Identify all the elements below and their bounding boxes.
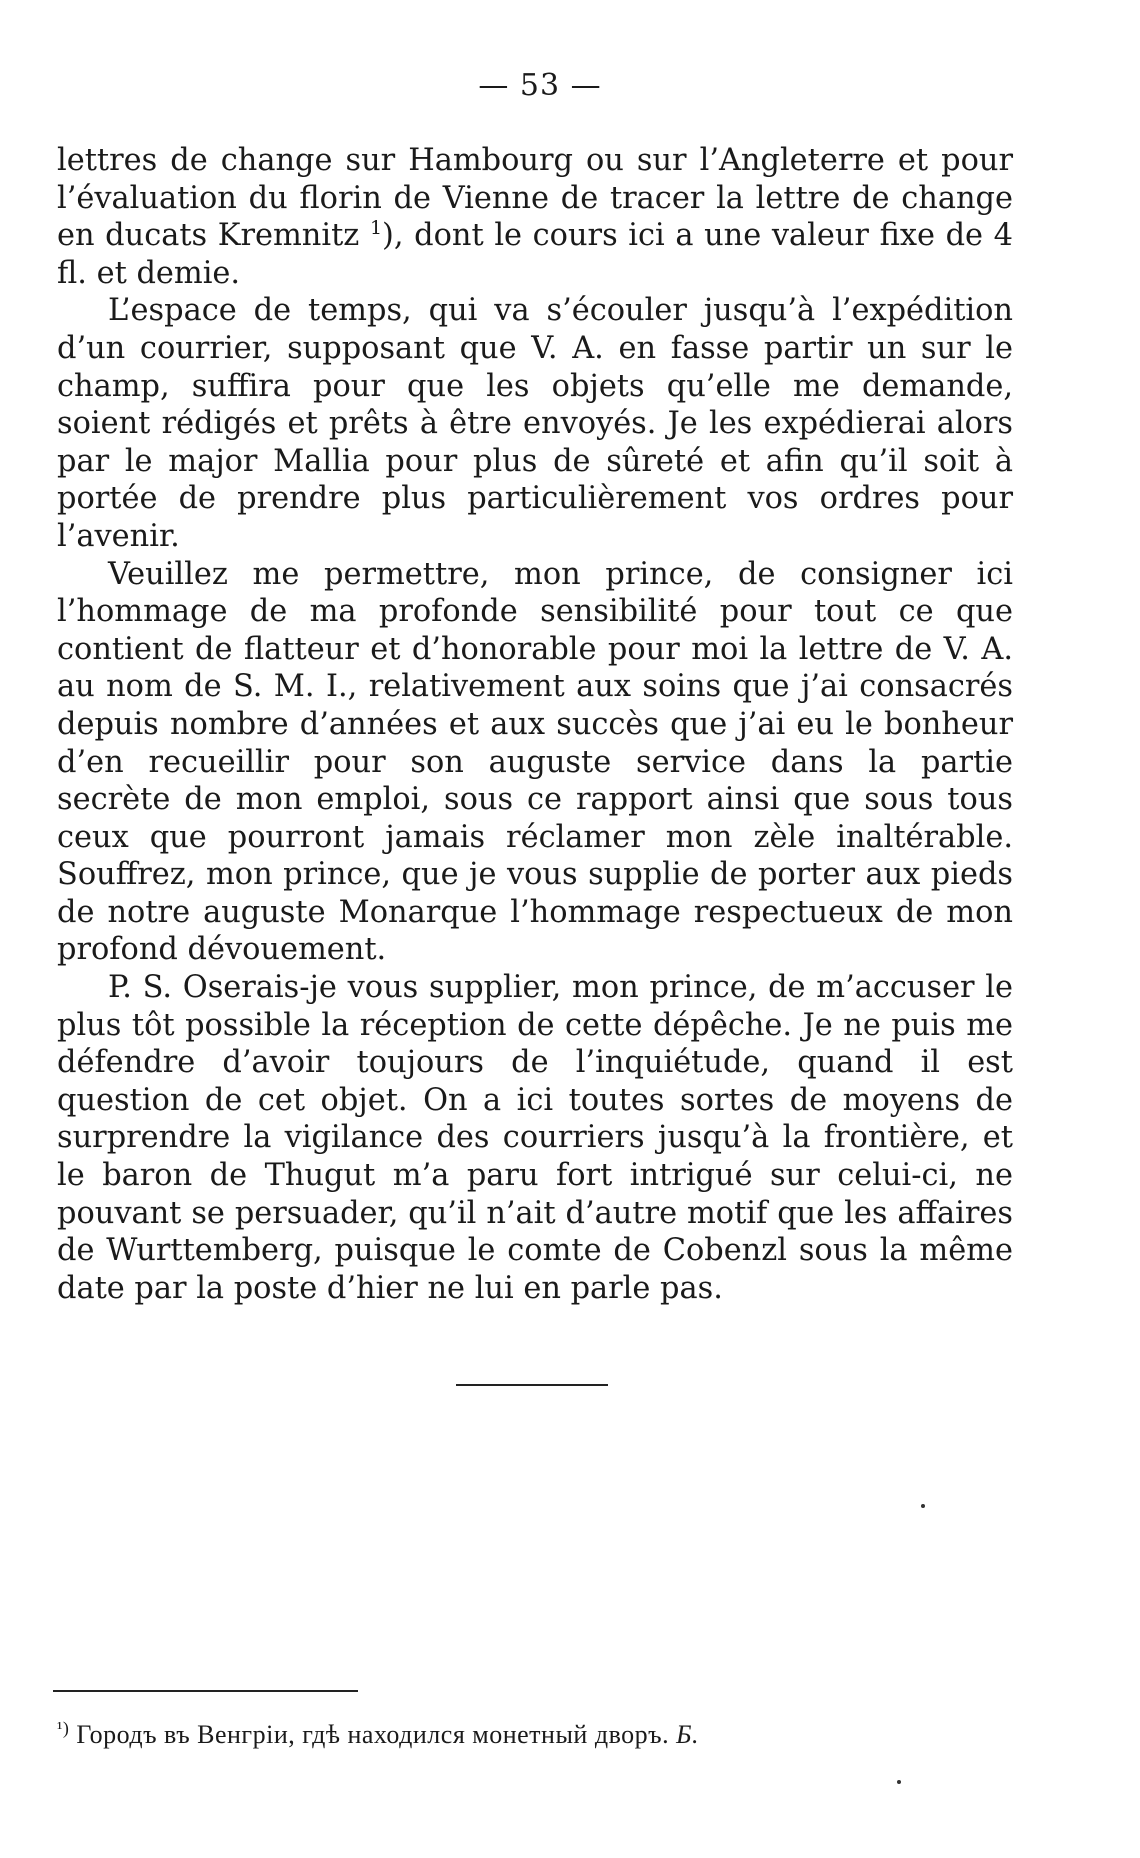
paragraph-1-continuation: ), dont le cours ici a une valeur fixe de 4 fl. et demie. xyxy=(57,218,1013,291)
paragraph-1-text: lettres de change sur Hambourg ou sur l’Angleterre et pour l’évaluation du florin de Vienne de tracer la lettre de change en ducats Kremnitz xyxy=(57,143,1013,254)
footnote-reference: 1 xyxy=(369,217,383,240)
body-text xyxy=(57,142,1013,1307)
page-number: — 53 — xyxy=(478,68,602,103)
print-speck xyxy=(921,1504,925,1508)
footnote-divider xyxy=(53,1690,358,1692)
print-speck xyxy=(897,1780,901,1784)
paragraph-postscript: P. S. Oserais-je vous supplier, mon prince, de m’accuser le plus tôt possible la réception de cette dépêche. Je ne puis me défendre d’avoir toujours de l’inquiétude, quand il est question de cet objet. On a ici toutes sortes de moyens de surprendre la vigilance des courriers jusqu’à la frontière, et le baron de Thugut m’a paru fort intrigué sur celui-ci, ne pouvant se persuader, qu’il n’ait d’autre motif que les affaires de Wurttemberg, puisque le comte de Cobenzl sous la même date par la poste d’hier ne lui en parle pas. xyxy=(57,970,1013,1306)
paragraph-3: Veuillez me permettre, mon prince, de consigner ici l’hommage de ma profonde sensibilité pour tout ce que contient de flatteur et d’honorable pour moi la lettre de V. A. au nom de S. M. I., relativement aux soins que j’ai consacrés depuis nombre d’années et aux succès que j’ai eu le bonheur d’en recueillir pour son auguste service dans la partie secrète de mon emploi, sous ce rapport ainsi que sous tous ceux que pourront jamais réclamer mon zèle inaltérable. Souffrez, mon prince, que je vous supplie de porter aux pieds de notre auguste Monarque l’hommage respectueux de mon profond dévouement. xyxy=(57,556,1013,968)
footnote-signature: Б. xyxy=(676,1720,699,1749)
footnote xyxy=(57,1712,1017,1751)
footnote-text: Городъ въ Венгріи, гдѣ находился монетный дворъ. xyxy=(76,1720,670,1749)
section-divider xyxy=(456,1384,608,1386)
footnote-mark: ¹) xyxy=(57,1718,70,1738)
paragraph-2: L’espace de temps, qui va s’écouler jusqu’à l’expédition d’un courrier, supposant que V. A. en fasse partir un sur le champ, suffira pour que les objets qu’elle me demande, soient rédigés et prêts à être envoyés. Je les expédierai alors par le major Mallia pour plus de sûreté et afin qu’il soit à portée de prendre plus particulièrement vos ordres pour l’avenir. xyxy=(57,293,1013,554)
paragraph-1 xyxy=(57,142,1013,292)
